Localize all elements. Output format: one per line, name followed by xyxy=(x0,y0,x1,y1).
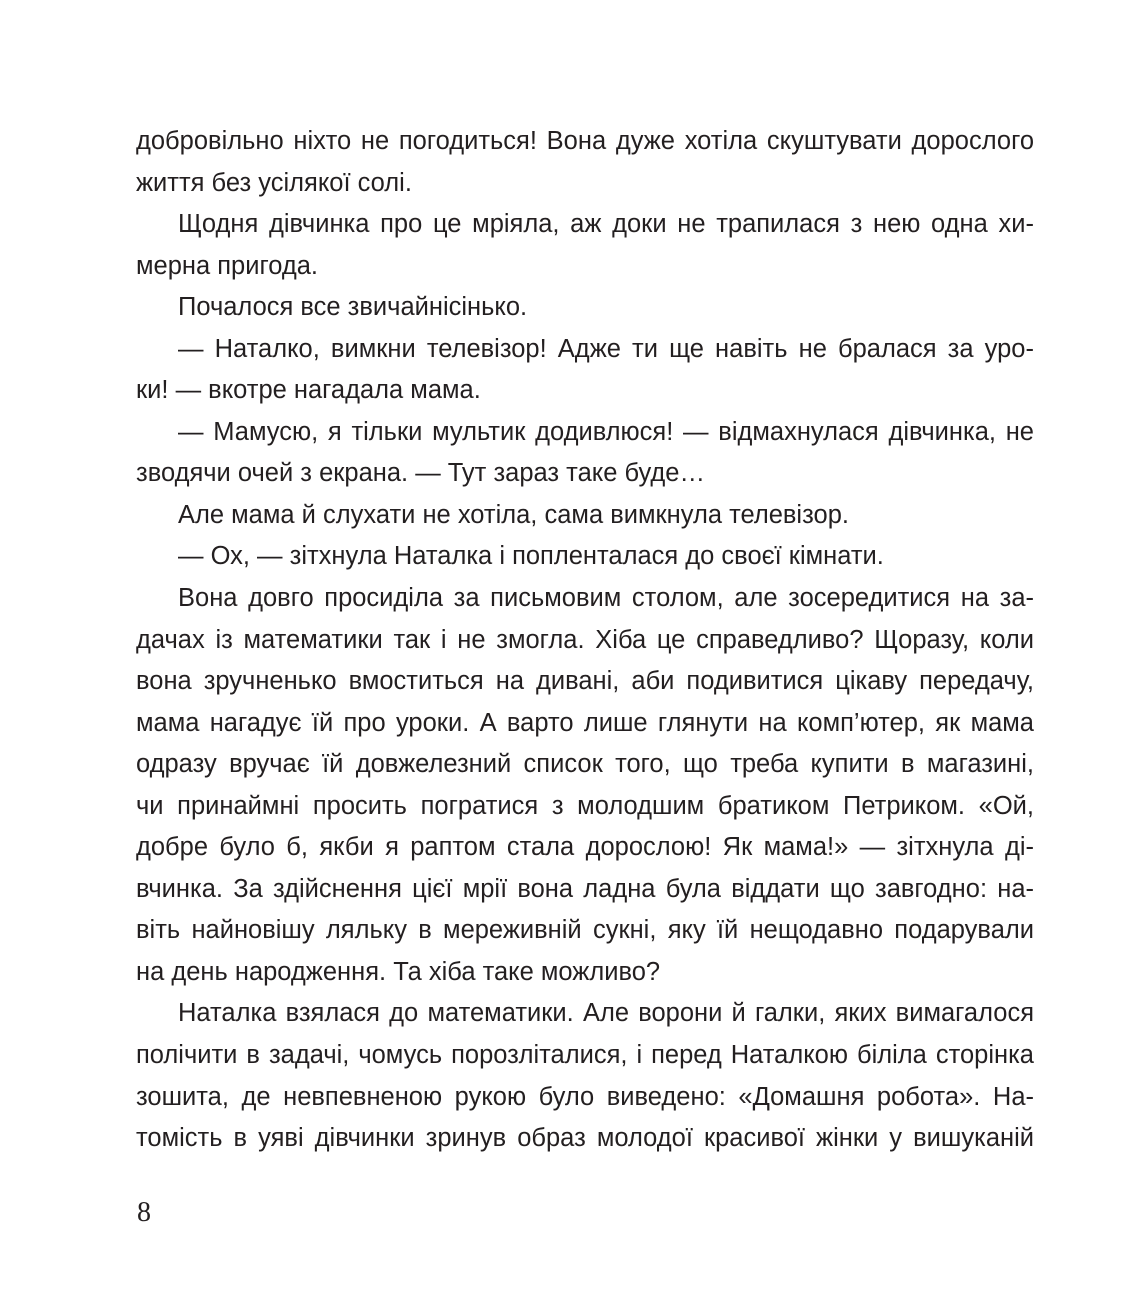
text-line: дачах із математики так і не змогла. Хіба це справедливо? Щоразу, коли xyxy=(136,625,1034,654)
text-line: одразу вручає їй довжелезний список того, що треба купити в магазині, xyxy=(136,750,1034,779)
text-line: на день народження. Та хіба таке можливо? xyxy=(136,957,661,986)
text-line: томість в уяві дівчинки зринув образ молодої красивої жінки у вишуканій xyxy=(136,1124,1034,1153)
body-text xyxy=(136,121,1034,1160)
text-line: Вона довго просиділа за письмовим столом, але зосередитися на за- xyxy=(178,584,1034,613)
text-line: віть найновішу ляльку в мереживній сукні, яку їй нещодавно подарували xyxy=(136,916,1034,945)
page-number: 8 xyxy=(137,1197,151,1228)
text-line: — Ох, — зітхнула Наталка і попленталася до своєї кімнати. xyxy=(178,542,884,571)
text-line: ки! — вкотре нагадала мама. xyxy=(136,376,481,405)
text-line: Почалося все звичайнісінько. xyxy=(178,293,528,322)
text-line: мерна пригода. xyxy=(136,251,318,280)
text-line: зошита, де невпевненою рукою було виведено: «Домашня робота». На- xyxy=(136,1082,1034,1111)
text-line: чи принаймні просить погратися з молодшим братиком Петриком. «Ой, xyxy=(136,791,1034,820)
text-line: мама нагадує їй про уроки. А варто лише глянути на комп’ютер, як мама xyxy=(136,708,1034,737)
text-line: зводячи очей з екрана. — Тут зараз таке буде… xyxy=(136,459,705,488)
text-line: Щодня дівчинка про це мріяла, аж доки не трапилася з нею одна хи- xyxy=(178,210,1034,239)
text-line: життя без усілякої солі. xyxy=(136,168,412,197)
text-line: Наталка взялася до математики. Але ворони й галки, яких вимагалося xyxy=(178,999,1034,1028)
text-line: Але мама й слухати не хотіла, сама вимкнула телевізор. xyxy=(178,500,849,529)
text-line: — Наталко, вимкни телевізор! Адже ти ще навіть не бралася за уро- xyxy=(178,334,1034,363)
text-line: полічити в задачі, чомусь порозліталися, і перед Наталкою біліла сторінка xyxy=(136,1041,1034,1070)
text-line: добре було б, якби я раптом стала дорослою! Як мама!» — зітхнула ді- xyxy=(136,833,1034,862)
text-line: — Мамусю, я тільки мультик додивлюся! — відмахнулася дівчинка, не xyxy=(178,417,1034,446)
text-line: добровільно ніхто не погодиться! Вона дуже хотіла скуштувати дорослого xyxy=(136,127,1034,155)
text-line: вона зручненько вмоститься на дивані, аби подивитися цікаву передачу, xyxy=(136,667,1034,696)
text-line: вчинка. За здійснення цієї мрії вона ладна була віддати що завгодно: на- xyxy=(136,874,1034,903)
